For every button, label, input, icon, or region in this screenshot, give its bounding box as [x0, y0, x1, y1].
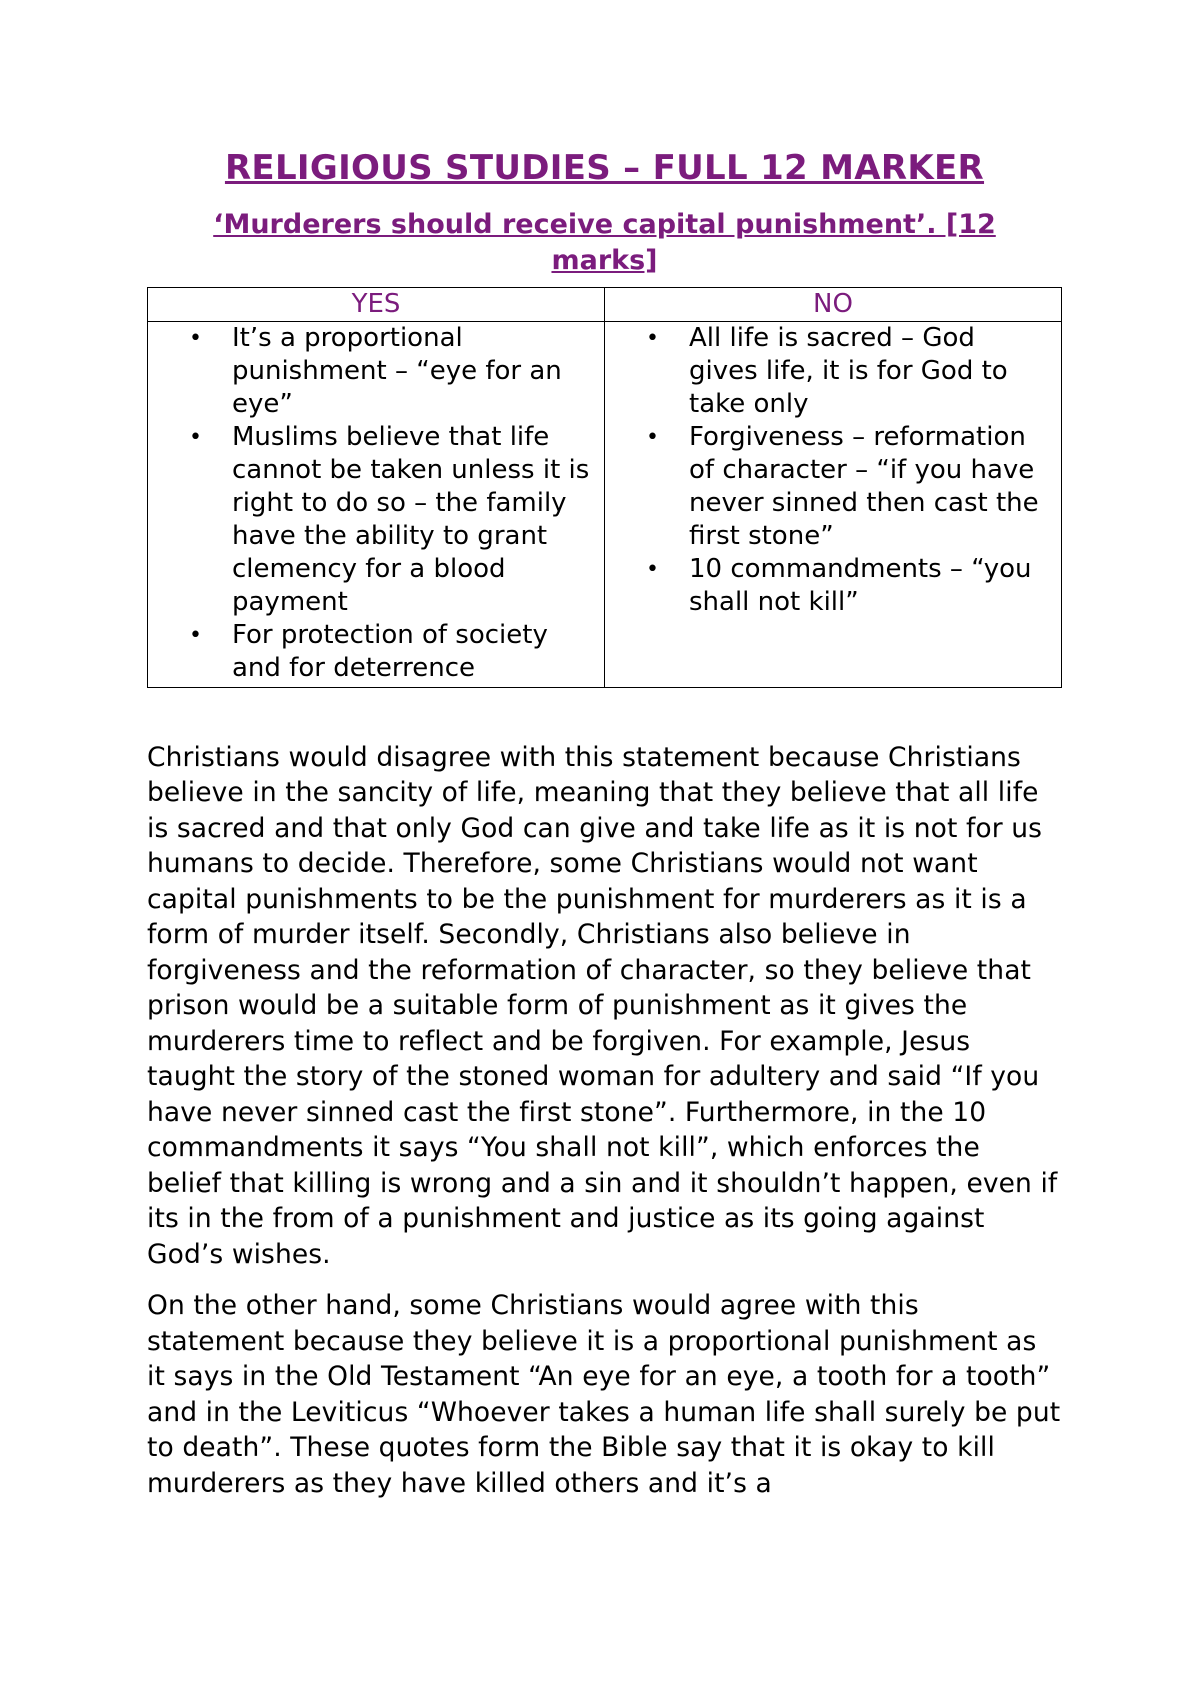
essay-paragraph: Christians would disagree with this statement because Christians believe in the sancity of life, meaning that they believe that all life is sacred and that only God can give and take life as it is not for us humans to decide. Therefore, some Christians would not want capital punishments to be the punishment for murderers as it is a form of murder itself. Secondly, Christians also believe in forgiveness and the reformation of character, so they believe that prison would be a suitable form of punishment as it gives the murderers time to reflect and be forgiven. For example, Jesus taught the story of the stoned woman for adultery and said “If you have never sinned cast the first stone”. Furthermore, in the 10 commandments it says “You shall not kill”, which enforces the belief that killing is wrong and a sin and it shouldn’t happen, even if its in the from of a punishment and justice as its going against God’s wishes. — [147, 741, 1058, 1270]
no-point — [605, 553, 1057, 619]
no-point — [605, 421, 1057, 553]
no-column — [605, 321, 1062, 687]
yes-point-text: Muslims believe that life cannot be taken unless it is right to do so – the family have the ability to grant clemency for a blood payment — [232, 421, 590, 617]
no-point-text: 10 commandments – “you shall not kill” — [689, 553, 1032, 617]
yes-column-header: YES — [148, 287, 605, 321]
bullet-icon: • — [189, 424, 202, 450]
bullet-icon: • — [189, 622, 202, 648]
essay-question: ‘Murderers should receive capital punishment’. [12 marks] — [213, 208, 996, 276]
yes-point — [148, 421, 600, 619]
document-title: RELIGIOUS STUDIES – FULL 12 MARKER — [224, 148, 985, 188]
bullet-icon: • — [646, 325, 659, 351]
no-points-list — [605, 322, 1057, 619]
essay-paragraph: On the other hand, some Christians would agree with this statement because they believe it is a proportional punishment as it says in the Old Testament “An eye for an eye, a tooth for a tooth” and in the Leviticus “Whoever takes a human life shall surely be put to death”. These quotes form the Bible say that it is okay to kill murderers as they have killed others and it’s a — [147, 1290, 1061, 1499]
bullet-icon: • — [646, 556, 659, 582]
no-point-text: All life is sacred – God gives life, it is for God to take only — [689, 322, 1008, 419]
yes-no-table — [147, 287, 1062, 688]
yes-point — [148, 619, 600, 685]
bullet-icon: • — [189, 325, 202, 351]
no-column-header: NO — [605, 287, 1062, 321]
essay-body — [147, 740, 1062, 1502]
document-page — [147, 140, 1062, 1517]
yes-point — [148, 322, 600, 421]
yes-point-text: For protection of society and for deterrence — [232, 619, 548, 683]
no-point — [605, 322, 1057, 421]
yes-points-list — [148, 322, 600, 685]
bullet-icon: • — [646, 424, 659, 450]
yes-column — [148, 321, 605, 687]
yes-point-text: It’s a proportional punishment – “eye for an eye” — [232, 322, 562, 419]
no-point-text: Forgiveness – reformation of character – “if you have never sinned then cast the first stone” — [689, 421, 1039, 551]
